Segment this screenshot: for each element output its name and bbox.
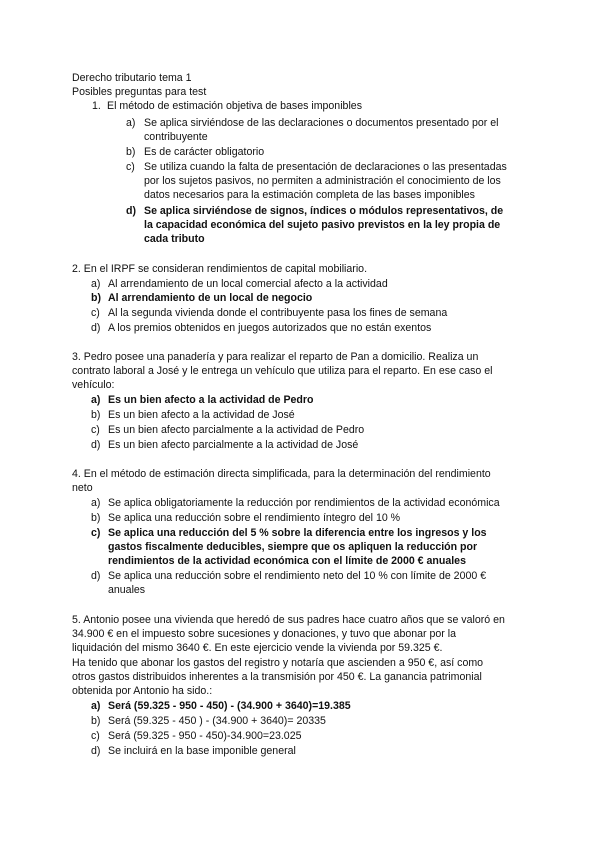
option-text: Será (59.325 - 450 ) - (34.900 + 3640)= 20335 xyxy=(108,715,326,727)
option-text: Se aplica una reducción sobre el rendimiento íntegro del 10 % xyxy=(108,512,401,524)
question-text: neto xyxy=(72,482,93,494)
option-text-correct: Se aplica sirviéndose de signos, índices o módulos representativos, de xyxy=(144,205,504,217)
option-letter: d) xyxy=(91,570,101,582)
option-text-correct: rendimientos de la actividad económica con el límite de 2000 € anuales xyxy=(108,555,466,567)
option-letter: d) xyxy=(91,322,101,334)
option-text-correct: cada tributo xyxy=(144,233,205,245)
option-text: anuales xyxy=(108,584,146,596)
option-text: por los sujetos pasivos, no permiten a administración el conocimiento de los xyxy=(144,175,501,187)
option-letter: c) xyxy=(91,307,100,319)
option-text: Se aplica obligatoriamente la reducción por rendimientos de la actividad económica xyxy=(108,497,500,509)
document-subtitle: Posibles preguntas para test xyxy=(72,86,207,98)
option-text: Es de carácter obligatorio xyxy=(144,146,265,158)
option-letter: d) xyxy=(91,745,101,757)
question-text: 5. Antonio posee una vivienda que heredó de sus padres hace cuatro años que se valoró en xyxy=(72,614,505,626)
option-text: datos necesarios para la estimación completa de las bases imponibles xyxy=(144,189,475,201)
question-text: 2. En el IRPF se consideran rendimientos de capital mobiliario. xyxy=(72,263,368,275)
option-text: Es un bien afecto a la actividad de José xyxy=(108,409,295,421)
question-text: liquidación del mismo 3640 €. En este ejercicio vende la vivienda por 59.325 €. xyxy=(72,642,443,654)
question-text: otros gastos distribuidos inherentes a la transmisión por 450 €. La ganancia patrimonial xyxy=(72,671,482,683)
option-letter: b) xyxy=(91,409,101,421)
option-text: Es un bien afecto parcialmente a la actividad de José xyxy=(108,439,359,451)
option-letter: b) xyxy=(126,146,136,158)
option-letter: c) xyxy=(126,161,135,173)
option-text: Es un bien afecto parcialmente a la actividad de Pedro xyxy=(108,424,365,436)
option-text-correct: gastos fiscalmente deducibles, siempre que os apliquen la reducción por xyxy=(108,541,478,553)
option-text-correct: Se aplica una reducción del 5 % sobre la diferencia entre los ingresos y los xyxy=(108,527,487,539)
option-letter: a) xyxy=(91,497,101,509)
question-text: vehículo: xyxy=(72,379,115,391)
document-title: Derecho tributario tema 1 xyxy=(72,72,192,84)
option-text: contribuyente xyxy=(144,131,208,143)
option-letter: b) xyxy=(91,715,101,727)
option-letter-correct: a) xyxy=(91,700,101,712)
option-text: Al arrendamiento de un local comercial afecto a la actividad xyxy=(108,278,388,290)
option-text: Será (59.325 - 950 - 450)-34.900=23.025 xyxy=(108,730,302,742)
option-text: Se incluirá en la base imponible general xyxy=(108,745,296,757)
option-letter: a) xyxy=(91,278,101,290)
option-letter-correct: a) xyxy=(91,394,101,406)
option-letter-correct: c) xyxy=(91,527,101,539)
question-text: 34.900 € en el impuesto sobre sucesiones y donaciones, y tuvo que abonar por la xyxy=(72,628,456,640)
option-letter: b) xyxy=(91,512,101,524)
option-text-correct: Es un bien afecto a la actividad de Pedro xyxy=(108,394,314,406)
option-letter: c) xyxy=(91,424,100,436)
option-text: Se aplica sirviéndose de las declaraciones o documentos presentado por el xyxy=(144,117,499,129)
option-text: Al la segunda vivienda donde el contribuyente pasa los fines de semana xyxy=(108,307,448,319)
question-text: 4. En el método de estimación directa simplificada, para la determinación del rendimiento xyxy=(72,468,491,480)
question-text: contrato laboral a José y le entrega un vehículo que utiliza para el reparto. En ese caso el xyxy=(72,365,493,377)
option-text: A los premios obtenidos en juegos autorizados que no están exentos xyxy=(108,322,432,334)
question-text: Ha tenido que abonar los gastos del registro y notaría que ascienden a 950 €, así como xyxy=(72,657,484,669)
option-text: Se utiliza cuando la falta de presentación de declaraciones o las presentadas xyxy=(144,161,507,173)
option-text: Se aplica una reducción sobre el rendimiento neto del 10 % con límite de 2000 € xyxy=(108,570,487,582)
option-text-correct: Será (59.325 - 950 - 450) - (34.900 + 3640)=19.385 xyxy=(108,700,351,712)
question-text: 3. Pedro posee una panadería y para realizar el reparto de Pan a domicilio. Realiza un xyxy=(72,351,479,363)
option-letter: d) xyxy=(91,439,101,451)
option-letter: a) xyxy=(126,117,136,129)
option-text-correct: Al arrendamiento de un local de negocio xyxy=(108,292,313,304)
option-letter-correct: b) xyxy=(91,292,101,304)
question-number: 1. xyxy=(92,100,101,112)
question-text: obtenida por Antonio ha sido.: xyxy=(72,685,213,697)
question-text: El método de estimación objetiva de bases imponibles xyxy=(107,100,362,112)
option-letter: c) xyxy=(91,730,100,742)
option-text-correct: la capacidad económica del sujeto pasivo previstos en la ley propia de xyxy=(144,219,501,231)
option-letter-correct: d) xyxy=(126,205,136,217)
